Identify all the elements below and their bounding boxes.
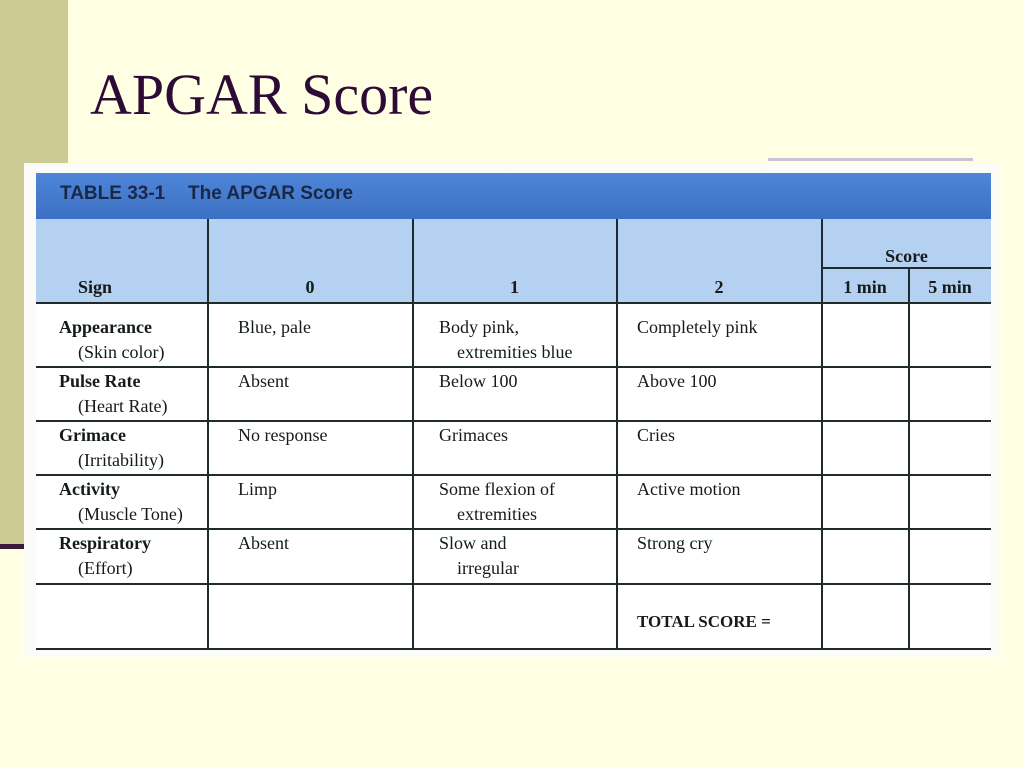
row-divider: [36, 420, 991, 422]
cell-score-2: Active motion: [637, 479, 741, 499]
cell-score-1: Below 100: [439, 371, 518, 391]
cell-score-0: Absent: [238, 371, 289, 391]
cell-score-1: Slow and: [439, 533, 507, 553]
header-divider: [36, 302, 991, 304]
row-sign: Appearance: [59, 317, 152, 337]
table-number: TABLE 33-1: [60, 183, 166, 204]
cell-score-2: Completely pink: [637, 317, 758, 337]
header-score-group: Score: [885, 246, 928, 266]
cell-score-0: Absent: [238, 533, 289, 553]
cell-score-1-line2: irregular: [457, 558, 519, 578]
apgar-table: [36, 173, 991, 650]
total-score-label: TOTAL SCORE =: [637, 612, 771, 631]
cell-score-2: Strong cry: [637, 533, 713, 553]
table-header-bar: [36, 173, 991, 219]
header-sign: Sign: [78, 277, 113, 297]
cell-score-1: Some flexion of: [439, 479, 555, 499]
row-divider: [36, 583, 991, 585]
table-caption: The APGAR Score: [188, 183, 354, 204]
cell-score-1: Body pink,: [439, 317, 520, 337]
column-divider: [908, 267, 910, 650]
row-sign: Pulse Rate: [59, 371, 141, 391]
cell-score-0: Blue, pale: [238, 317, 311, 337]
row-divider: [36, 528, 991, 530]
header-score-2: 2: [714, 277, 724, 297]
row-divider: [36, 474, 991, 476]
header-score-1: 1: [510, 277, 519, 297]
cell-score-2: Above 100: [637, 371, 717, 391]
row-sign-detail: (Heart Rate): [78, 396, 168, 416]
cell-score-2: Cries: [637, 425, 675, 445]
header-score-0: 0: [305, 277, 315, 297]
cell-score-0: Limp: [238, 479, 277, 499]
row-sign: Grimace: [59, 425, 126, 445]
table-image: [24, 163, 1000, 657]
row-sign-detail: (Muscle Tone): [78, 504, 183, 524]
title-underline-rule: [768, 158, 973, 161]
cell-score-0: No response: [238, 425, 328, 445]
header-5-min: 5 min: [928, 277, 972, 297]
cell-score-1-line2: extremities: [457, 504, 537, 524]
cell-score-1-line2: extremities blue: [457, 342, 573, 362]
row-sign-detail: (Irritability): [78, 450, 164, 470]
row-sign-detail: (Effort): [78, 558, 133, 578]
header-1-min: 1 min: [843, 277, 887, 297]
row-sign-detail: (Skin color): [78, 342, 165, 362]
slide-title: APGAR Score: [90, 62, 434, 127]
row-sign: Respiratory: [59, 533, 151, 553]
cell-score-1: Grimaces: [439, 425, 508, 445]
table-bottom-rule: [36, 648, 991, 650]
row-divider: [36, 366, 991, 368]
row-sign: Activity: [59, 479, 120, 499]
